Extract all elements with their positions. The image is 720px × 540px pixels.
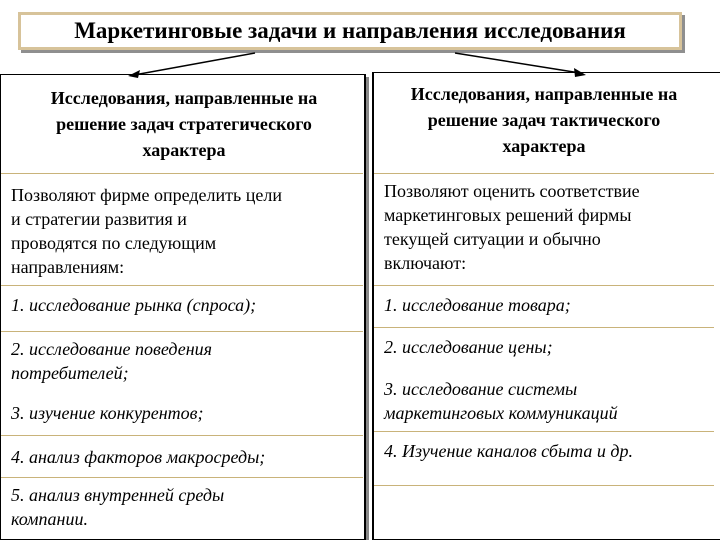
divider (1, 477, 363, 478)
tactical-intro-line: Позволяют оценить соответствие (384, 181, 640, 201)
divider (374, 327, 714, 328)
tactical-item-line: 4. Изучение каналов сбыта и др. (384, 441, 633, 461)
tactical-item-line: маркетинговых коммуникаций (384, 403, 618, 423)
divider (374, 431, 714, 432)
strategic-intro-line: направлениям: (11, 257, 125, 277)
strategic-item-line: 5. анализ внутренней среды (11, 485, 225, 505)
strategic-heading (1, 85, 367, 163)
strategic-item-line: 3. изучение конкурентов; (11, 403, 204, 423)
tactical-item-line: 1. исследование товара; (384, 295, 571, 315)
tactical-heading-line: решение задач тактического (427, 110, 661, 130)
strategic-heading-line: характера (142, 140, 226, 160)
divider (374, 485, 714, 486)
strategic-item-5 (11, 483, 387, 531)
divider (1, 331, 363, 332)
strategic-item-line: компании. (11, 509, 88, 529)
diagram-title: Маркетинговые задачи и направления исследования (74, 18, 626, 43)
strategic-research-panel (0, 74, 366, 540)
tactical-intro-line: текущей ситуации и обычно (384, 229, 601, 249)
tactical-research-panel (372, 72, 720, 540)
strategic-intro-line: и стратегии развития и (11, 209, 187, 229)
strategic-item-2 (11, 337, 387, 385)
tactical-intro-line: включают: (384, 253, 467, 273)
divider (374, 173, 714, 174)
strategic-item-1 (11, 293, 361, 317)
tactical-heading-line: Исследования, направленные на (410, 84, 678, 104)
left-arrow-line (134, 53, 255, 75)
right-arrow-line (455, 53, 580, 73)
strategic-intro-line: проводятся по следующим (11, 233, 217, 253)
tactical-item-2 (384, 335, 720, 359)
strategic-heading-line: Исследования, направленные на (50, 88, 318, 108)
strategic-intro (11, 183, 387, 279)
tactical-item-3 (384, 377, 720, 425)
tactical-heading-line: характера (502, 136, 586, 156)
strategic-item-line: 1. исследование рынка (спроса); (11, 295, 257, 315)
tactical-item-line: 3. исследование системы (384, 379, 578, 399)
strategic-item-line: потребителей; (11, 363, 129, 383)
tactical-heading (374, 81, 714, 159)
strategic-item-line: 4. анализ факторов макросреды; (11, 447, 266, 467)
strategic-item-3 (11, 401, 361, 425)
divider (1, 173, 363, 174)
strategic-intro-line: Позволяют фирме определить цели (11, 185, 282, 205)
tactical-intro (384, 179, 720, 275)
tactical-intro-line: маркетинговых решений фирмы (384, 205, 632, 225)
tactical-item-line: 2. исследование цены; (384, 337, 553, 357)
divider (1, 435, 363, 436)
divider (1, 285, 363, 286)
tactical-item-4 (384, 439, 720, 463)
strategic-item-line: 2. исследование поведения (11, 339, 212, 359)
strategic-item-4 (11, 445, 361, 469)
divider (374, 285, 714, 286)
strategic-heading-line: решение задач стратегического (56, 114, 312, 134)
tactical-item-1 (384, 293, 720, 317)
